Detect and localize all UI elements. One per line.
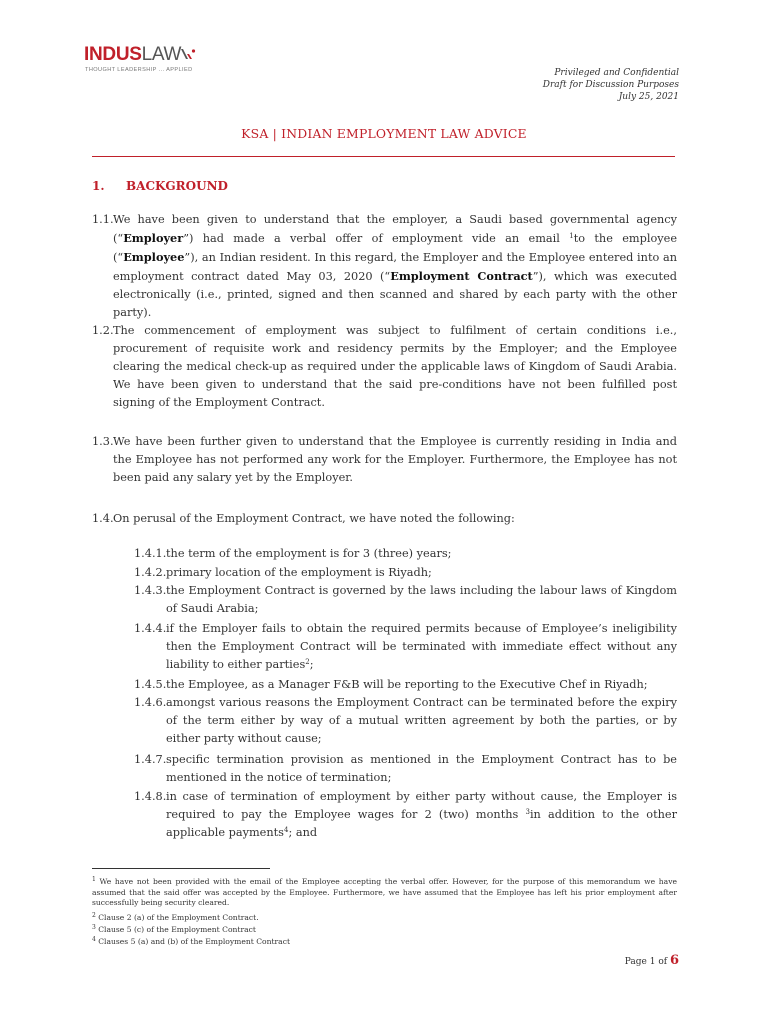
footnote-mark: 2 [92,912,96,919]
defined-term-employee: Employee [123,250,185,265]
subitem-number: 1.4.1. [134,547,167,560]
subitem-number: 1.4.4. [134,622,167,635]
subitem-1-4-5: the Employee, as a Manager F&B will be reporting to the Executive Chef in Riyadh; [166,678,648,691]
subitem-number: 1.4.7. [134,753,167,766]
subitem-1-4-4 [166,620,677,674]
footnote-1 [92,877,677,909]
footnote-mark: 1 [92,876,96,883]
footnote-ref[interactable]: 2 [305,658,310,667]
defined-term-employment-contract: Employment Contract [390,269,533,284]
title-divider [92,156,675,157]
page-of: of [655,957,670,967]
page-total: 6 [669,953,679,968]
subitem-number: 1.4.2. [134,566,167,579]
subitem-1-4-1: the term of the employment is for 3 (three) years; [166,547,452,560]
section-number: 1. [92,179,105,193]
logo-tagline: THOUGHT LEADERSHIP ... APPLIED [85,67,193,73]
footnote-2 [92,913,677,924]
paragraph-number: 1.3. [92,435,114,448]
subitem-text: if the Employer fails to obtain the required permits because of Employee’s ineligibility then the Employment Contract will be terminated with immediate effect without any liability to either parties [166,622,677,672]
paragraph-number: 1.1. [92,213,114,226]
subitem-number: 1.4.3. [134,584,167,597]
paragraph-text: We have been given to understand that the employer, a Saudi based governmental agency (“ [113,213,677,246]
logo-indus-text: INDUS [84,44,142,65]
confidentiality-header [543,67,679,103]
paragraph-text: ”), an Indian resident. In this regard, the Employer and the Employee entered into an employment contract dated May 03, 2020 (“ [113,251,677,284]
subitem-1-4-7: specific termination provision as mentioned in the Employment Contract has to be mentioned in the notice of termination; [166,753,677,785]
paragraph-1-3: We have been further given to understand that the Employee is currently residing in India and the Employee has not performed any work for the Employer. Furthermore, the Employee has not been paid any salary yet by the Employer. [113,435,677,485]
paragraph-1-1 [113,211,677,323]
paragraph-1-4: On perusal of the Employment Contract, we have noted the following: [113,512,515,525]
subitem-number: 1.4.8. [134,790,167,803]
document-title: KSA | INDIAN EMPLOYMENT LAW ADVICE [241,126,527,141]
page-label: Page [624,957,650,967]
footnote-ref[interactable]: 3 [525,808,530,817]
indus-law-logo [84,44,214,84]
footnote-divider [92,868,270,869]
logo-mark-icon [180,47,196,61]
paragraph-number: 1.2. [92,324,114,337]
footnote-ref[interactable]: 1 [569,232,574,241]
subitem-number: 1.4.6. [134,696,167,709]
draft-label: Draft for Discussion Purposes [542,80,679,90]
subitem-text: ; [309,658,314,672]
subitem-text: in case of termination of employment by either party without cause, the Employer is required to pay the Employee wages for 2 (two) months [166,790,677,822]
paragraph-1-2: The commencement of employment was subject to fulfilment of certain conditions i.e., procurement of requisite work and residency permits by the Employer; and the Employee clearing the medical check-up as required under the applicable laws of Kingdom of Saudi Arabia. We have been given to understand that the said pre-conditions have not been fulfilled post signing of the Employment Contract. [113,324,677,410]
footnote-text: Clauses 5 (a) and (b) of the Employment Contract [98,937,290,946]
footnote-4 [92,937,677,948]
subitem-number: 1.4.5. [134,678,167,691]
footnote-text: Clause 2 (a) of the Employment Contract. [98,913,259,922]
document-date: July 25, 2021 [618,92,679,102]
subitem-1-4-6: amongst various reasons the Employment Contract can be terminated before the expiry of the term either by way of a mutual written agreement by both the parties, or by either party without cause; [166,696,677,746]
section-title: BACKGROUND [126,179,228,193]
footnote-ref[interactable]: 4 [283,826,289,835]
logo-law-text: LAW [141,44,182,65]
paragraph-text: ”), which was executed electronically (i.e., printed, signed and then scanned and shared by each party with the other party). [113,270,677,320]
subitem-text: ; and [288,826,318,840]
subitem-text: in addition to the other applicable payments [166,808,677,840]
defined-term-employer: Employer [123,231,184,246]
paragraph-number: 1.4. [92,512,114,525]
subitem-1-4-3: the Employment Contract is governed by the laws including the labour laws of Kingdom of Saudi Arabia; [166,584,677,616]
page-number [625,953,679,968]
paragraph-text: to the employee (“ [113,232,678,265]
privileged-label: Privileged and Confidential [554,68,679,78]
footnote-mark: 3 [92,924,96,931]
footnote-text: Clause 5 (c) of the Employment Contract [98,925,256,934]
subitem-1-4-2: primary location of the employment is Riyadh; [166,566,432,579]
page-current: 1 [649,957,656,967]
logo-wordmark [84,44,181,66]
footnote-3 [92,925,677,936]
paragraph-text: ”) had made a verbal offer of employment vide an email [183,232,570,246]
footnote-mark: 4 [92,936,96,943]
footnote-text: We have not been provided with the email of the Employee accepting the verbal offer. However, for the purpose of this memorandum we have assumed that the said offer was accepted by the Employee. Furthermore, we have assumed that the Employee has left his prior employment after successfully being security cleared. [92,877,677,908]
subitem-1-4-8 [166,788,677,842]
